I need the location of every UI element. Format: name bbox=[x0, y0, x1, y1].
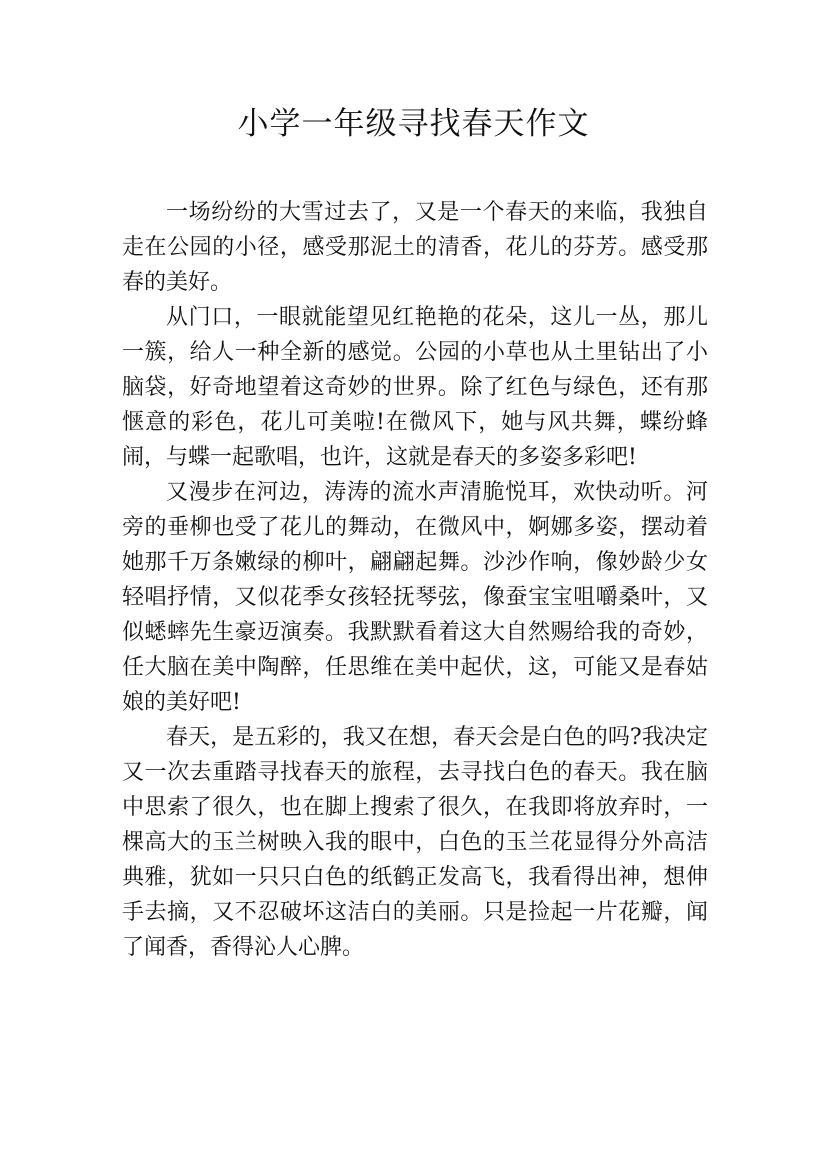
paragraph-2: 从门口，一眼就能望见红艳艳的花朵，这儿一丛，那儿一簇，给人一种全新的感觉。公园的小草也从土里钻出了小脑袋，好奇地望着这奇妙的世界。除了红色与绿色，还有那惬意的彩色，花儿可美啦!在微风下，她与风共舞，蝶纷蜂闹，与蝶一起歌唱，也许，这就是春天的多姿多彩吧! bbox=[122, 305, 708, 470]
paragraph-1: 一场纷纷的大雪过去了，又是一个春天的来临，我独自走在公园的小径，感受那泥土的清香，花儿的芬芳。感受那春的美好。 bbox=[122, 200, 708, 295]
paragraph-4: 春天，是五彩的，我又在想，春天会是白色的吗?我决定又一次去重踏寻找春天的旅程，去寻找白色的春天。我在脑中思索了很久，也在脚上搜索了很久，在我即将放弃时，一棵高大的玉兰树映入我的眼中，白色的玉兰花显得分外高洁典雅，犹如一只只白色的纸鹤正发高飞，我看得出神，想伸手去摘，又不忍破坏这洁白的美丽。只是捡起一片花瓣，闻了闻香，香得沁人心脾。 bbox=[122, 725, 708, 960]
paragraph-3: 又漫步在河边，涛涛的流水声清脆悦耳，欢快动听。河旁的垂柳也受了花儿的舞动，在微风中，婀娜多姿，摆动着她那千万条嫩绿的柳叶，翩翩起舞。沙沙作响，像妙龄少女轻唱抒情，又似花季女孩轻抚琴弦，像蚕宝宝咀嚼桑叶，又似蟋蟀先生豪迈演奏。我默默看着这大自然赐给我的奇妙，任大脑在美中陶醉，任思维在美中起伏，这，可能又是春姑娘的美好吧! bbox=[122, 480, 708, 715]
document-title: 小学一年级寻找春天作文 bbox=[237, 106, 590, 142]
document-body bbox=[122, 195, 708, 965]
